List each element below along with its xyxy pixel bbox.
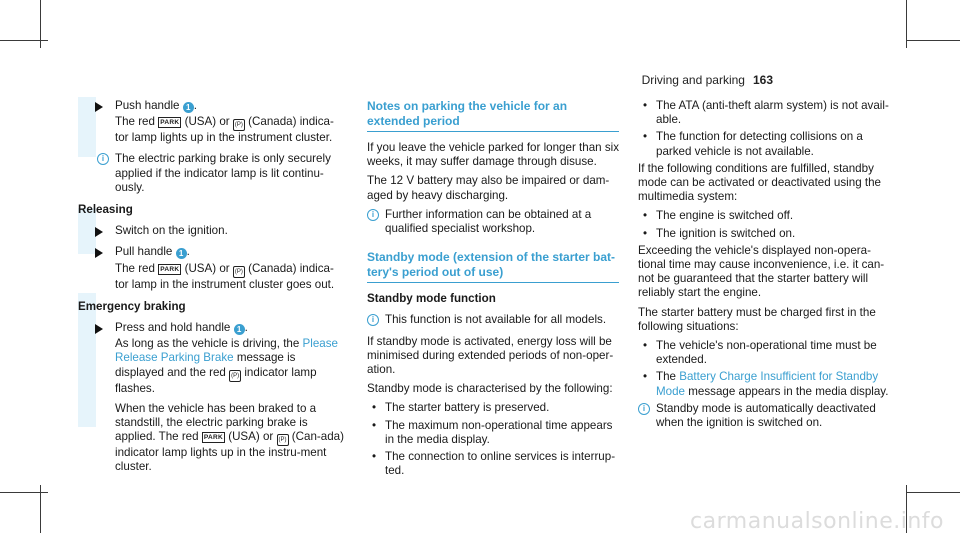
- handle-number-icon: 1: [176, 248, 187, 259]
- crop-mark: [0, 40, 48, 41]
- step-arrow-icon: [95, 102, 103, 112]
- info-note: i The electric parking brake is only securely applied if the indicator lamp is lit continu-ously.: [78, 152, 346, 195]
- paragraph: If the following conditions are fulfilled, standby mode can be activated or deactivated using the multimedia system:: [638, 161, 881, 204]
- heading-standby-mode: Standby mode (extension of the starter bat-tery's period out of use): [367, 250, 619, 283]
- info-icon: i: [97, 153, 109, 165]
- subheading-standby-function: Standby mode function: [367, 292, 496, 306]
- brake-indicator-icon: (P): [233, 266, 245, 278]
- brake-indicator-icon: (P): [229, 370, 241, 382]
- message-battery-charge: Battery Charge Insufficient for Standby Mode: [656, 370, 879, 398]
- paragraph: Standby mode is characterised by the following:: [367, 382, 613, 396]
- info-note: i Further information can be obtained at a qualified specialist workshop.: [367, 208, 619, 236]
- park-icon: PARK: [203, 434, 223, 442]
- step-detail: The red PARK (USA) or (P) (Canada) indica-tor lamp lights up in the instrument cluster.: [115, 115, 334, 145]
- step-detail: The red PARK (USA) or (P) (Canada) indica-tor lamp in the instrument cluster goes out.: [115, 261, 335, 291]
- step-arrow-icon: [95, 248, 103, 258]
- info-note: i Standby mode is automatically deactivated when the ignition is switched on.: [638, 402, 896, 430]
- page-header: [642, 73, 773, 87]
- crop-mark: [0, 492, 48, 493]
- handle-number-icon: 1: [183, 102, 194, 113]
- watermark: carmanualsonline.info: [690, 508, 944, 534]
- paragraph: If you leave the vehicle parked for longer than six weeks, it may suffer damage through disuse.: [367, 141, 619, 169]
- crop-mark: [906, 492, 960, 493]
- page-number: 163: [752, 73, 773, 87]
- message-please-release: Please Release Parking Brake: [115, 337, 338, 365]
- column-left: [78, 99, 346, 482]
- info-icon: i: [638, 403, 650, 415]
- brake-indicator-icon: (P): [233, 119, 245, 131]
- list-item: • The starter battery is preserved.: [367, 401, 619, 415]
- list-item: • The vehicle's non-operational time must be extended.: [638, 339, 896, 367]
- step-arrow-icon: [95, 227, 103, 237]
- paragraph: The starter battery must be charged first in the following situations:: [638, 305, 876, 333]
- column-middle: [367, 99, 619, 481]
- step-press-hold: Press and hold handle 1 . As long as the vehicle is driving, the Please Release Parking Brake message is displayed and the red (P) indicator lamp flashes. When the vehicle has been braked to a standstill, the electric parking brake is applied. The red PARK (USA) or (P) (Can-ada) indicator lamp lights up in the instru-ment cluster.: [78, 321, 346, 475]
- brake-indicator-icon: (P): [277, 434, 289, 446]
- info-icon: i: [367, 314, 379, 326]
- step-text: .: [193, 99, 197, 112]
- step-detail: When the vehicle has been braked to a standstill, the electric parking brake is applied. The red PARK (USA) or (P) (Can-ada) indicator lamp lights up in the instru-ment cluster.: [115, 401, 344, 474]
- info-icon: i: [367, 209, 379, 221]
- info-note: i This function is not available for all models.: [367, 313, 619, 327]
- step-arrow-icon: [95, 324, 103, 334]
- handle-number-icon: 1: [234, 324, 245, 335]
- column-right: [638, 99, 896, 437]
- section-title-emergency: Emergency braking: [78, 299, 186, 313]
- list-item: • The connection to online services is interrup-ted.: [367, 450, 619, 478]
- step-pull-handle: Pull handle 1 . The red PARK (USA) or (P) (Canada) indica-tor lamp in the instrument cluster goes out.: [78, 245, 346, 291]
- park-icon: PARK: [160, 119, 180, 127]
- crop-mark: [906, 40, 960, 41]
- step-ignition: Switch on the ignition.: [78, 224, 346, 238]
- header-title: Driving and parking: [641, 73, 745, 87]
- list-item: • The engine is switched off.: [638, 209, 896, 223]
- list-item: • The function for detecting collisions on a parked vehicle is not available.: [638, 130, 896, 158]
- heading-extended-period: Notes on parking the vehicle for an extended period: [367, 99, 619, 132]
- section-title-releasing: Releasing: [78, 203, 133, 217]
- step-push-handle: [78, 99, 346, 145]
- list-item: • The maximum non-operational time appears in the media display.: [367, 419, 619, 447]
- list-item: • The ignition is switched on.: [638, 227, 896, 241]
- list-item: • The ATA (anti-theft alarm system) is not avail-able.: [638, 99, 896, 127]
- step-detail: As long as the vehicle is driving, the Please Release Parking Brake message is displayed and the red (P) indicator lamp flashes.: [115, 337, 338, 395]
- list-item: • The Battery Charge Insufficient for Standby Mode message appears in the media display.: [638, 370, 896, 398]
- park-icon: PARK: [160, 265, 180, 273]
- paragraph: If standby mode is activated, energy loss will be minimised during extended periods of non-oper-ation.: [367, 334, 614, 377]
- paragraph: The 12 V battery may also be impaired or dam-aged by heavy discharging.: [367, 174, 610, 202]
- step-text: Push handle: [115, 99, 180, 112]
- paragraph: Exceeding the vehicle's displayed non-opera-tional time may cause inconvenience, i.e. it can-not be guaranteed that the starter battery will reliably start the engine.: [638, 243, 885, 300]
